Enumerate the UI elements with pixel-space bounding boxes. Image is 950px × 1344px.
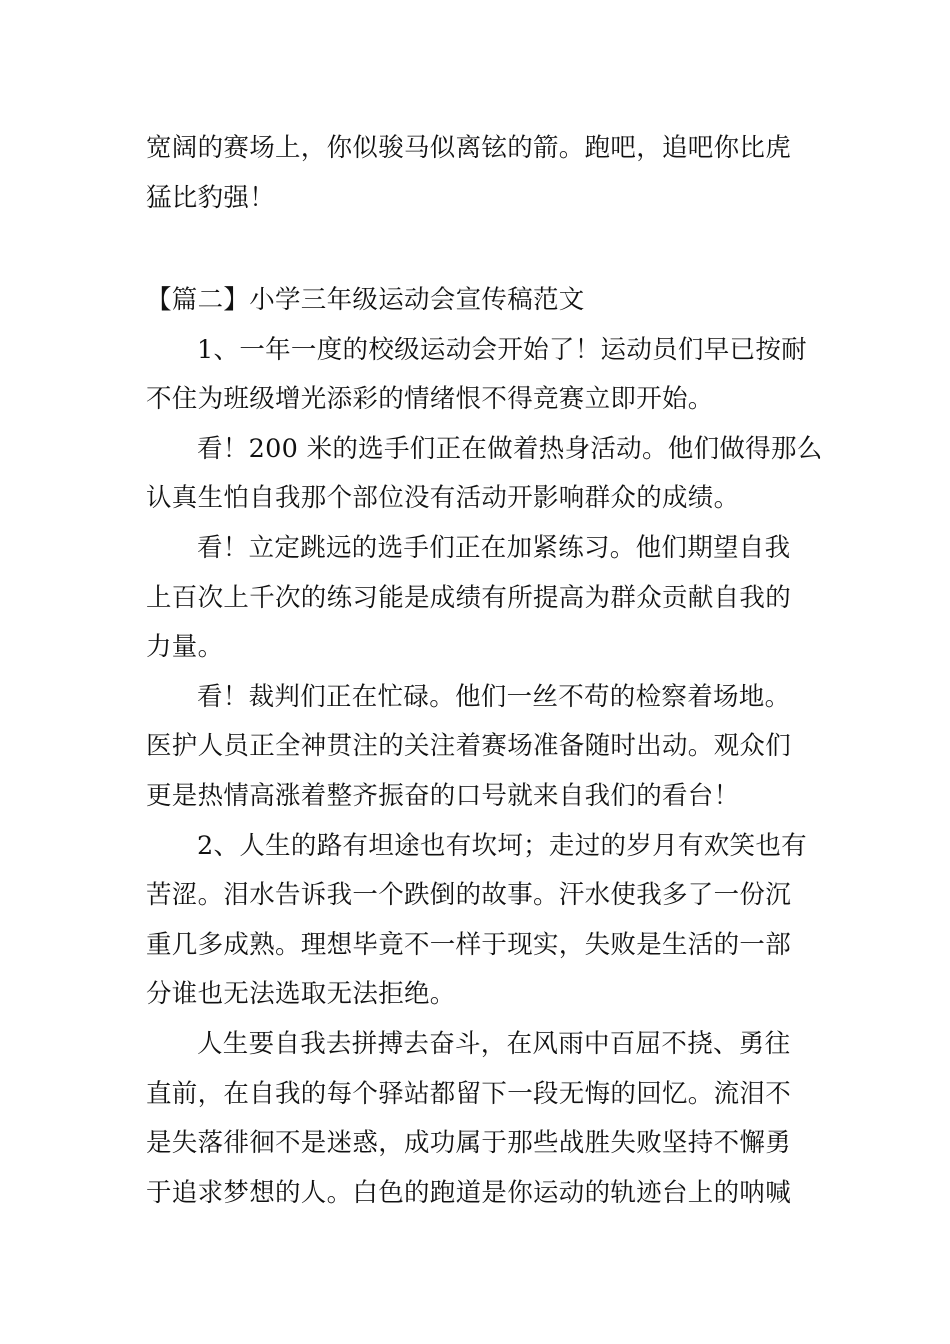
text-line: 于追求梦想的人。白色的跑道是你运动的轨迹台上的呐喊 xyxy=(146,1177,792,1208)
text-line: 看！200 米的选手们正在做着热身活动。他们做得那么 xyxy=(197,433,823,464)
text-line: 直前，在自我的每个驿站都留下一段无悔的回忆。流泪不 xyxy=(146,1078,792,1109)
text-line: 医护人员正全神贯注的关注着赛场准备随时出动。观众们 xyxy=(146,731,792,762)
text-line: 重几多成熟。理想毕竟不一样于现实，失败是生活的一部 xyxy=(146,929,792,960)
section-two xyxy=(146,276,823,1218)
text-line: 2、人生的路有坦途也有坎坷；走过的岁月有欢笑也有 xyxy=(197,830,807,861)
text-line: 力量。 xyxy=(146,632,224,663)
text-line: 看！立定跳远的选手们正在加紧练习。他们期望自我 xyxy=(197,532,791,563)
section-heading: 【篇二】小学三年级运动会宣传稿范文 xyxy=(146,285,585,315)
text-line: 人生要自我去拼搏去奋斗，在风雨中百屈不挠、勇往 xyxy=(197,1028,791,1059)
intro-paragraph xyxy=(146,124,810,223)
text-line: 宽阔的赛场上，你似骏马似离铉的箭。跑吧，追吧你比虎 xyxy=(146,133,792,163)
paragraph-1 xyxy=(146,326,810,425)
text-line: 猛比豹强！ xyxy=(146,182,276,213)
text-line: 上百次上千次的练习能是成绩有所提高为群众贡献自我的 xyxy=(146,582,792,613)
paragraph-2 xyxy=(146,425,823,524)
paragraph-6 xyxy=(146,1020,810,1218)
text-line: 苦涩。泪水告诉我一个跌倒的故事。汗水使我多了一份沉 xyxy=(146,880,792,911)
paragraph-4 xyxy=(146,673,810,822)
text-line: 不住为班级增光添彩的情绪恨不得竞赛立即开始。 xyxy=(146,384,714,415)
text-line: 是失落徘徊不是迷惑，成功属于那些战胜失败坚持不懈勇 xyxy=(146,1128,792,1159)
text-line: 分谁也无法选取无法拒绝。 xyxy=(146,979,456,1010)
text-line: 更是热情高涨着整齐振奋的口号就来自我们的看台！ xyxy=(146,780,740,811)
text-line: 1、一年一度的校级运动会开始了！运动员们早已按耐 xyxy=(197,334,807,365)
text-line: 认真生怕自我那个部位没有活动开影响群众的成绩。 xyxy=(146,483,740,514)
paragraph-3 xyxy=(146,524,810,673)
text-line: 看！裁判们正在忙碌。他们一丝不苟的检察着场地。 xyxy=(197,681,791,712)
paragraph-5 xyxy=(146,822,810,1020)
